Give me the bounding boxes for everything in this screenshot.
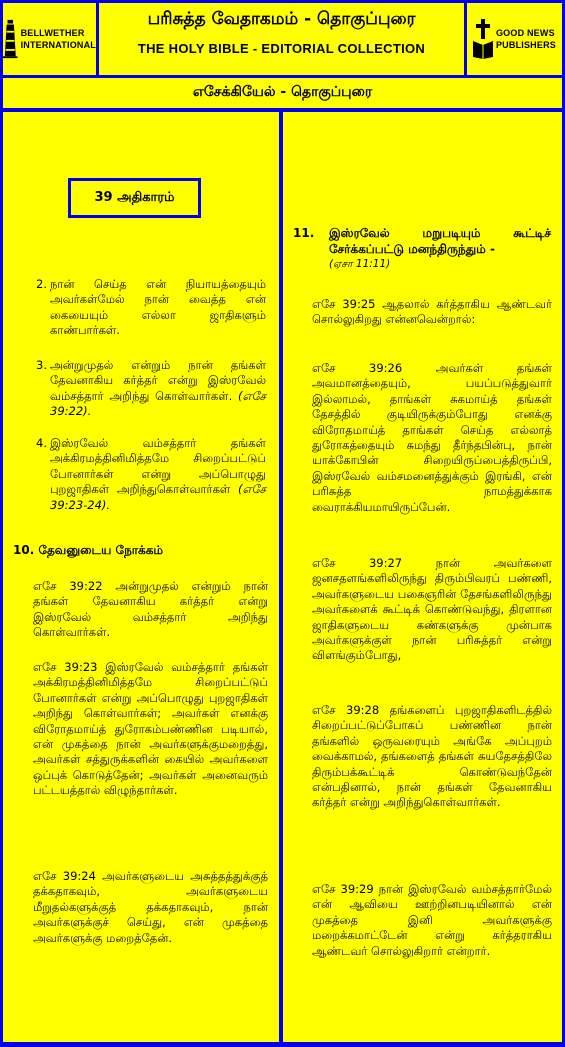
right-logo <box>467 3 562 75</box>
verse-paragraph <box>33 869 268 946</box>
list-item-body: அன்றுமுதல் என்றும் நான் தங்கள் தேவனாகிய கர்த்தர் என்று இஸ்ரவேல் வம்சத்தார் அறிந்து கொள்வார்கள். <box>50 358 266 403</box>
section-heading: இஸ்ரவேல் மறுபடியும் கூட்டிச் சேர்க்கப்பட்டு மனந்திருந்தும் - <box>329 226 551 256</box>
left-logo-line1: BELLWETHER <box>20 28 85 38</box>
list-item-ref: (எசே 39:22). <box>50 388 266 419</box>
verse-ref: எசே 39:28 <box>312 703 380 717</box>
chapter-label: 39 அதிகாரம் <box>94 190 175 205</box>
right-logo-line1: GOOD NEWS <box>495 28 555 38</box>
list-item-body: இஸ்ரவேல் வம்சத்தார் தங்கள் அக்கிரமத்தினிமித்தமே சிறைப்பட்டுப் போனார்கள் என்று அப்பொழுது புறஜாதிகள் அறிந்துகொள்வார்கள் <box>50 436 266 497</box>
cross-book-icon <box>473 19 493 59</box>
verse-paragraph <box>312 556 552 664</box>
title-tamil: பரிசுத்த வேதாகமம் - தொகுப்புரை <box>147 9 416 29</box>
title-box <box>99 3 464 75</box>
verse-text: ஆதலால் கர்த்தாகிய ஆண்டவர் சொல்லுகிறது என்னவென்றால்: <box>312 297 552 327</box>
list-item-text <box>50 436 266 513</box>
list-item <box>36 358 266 420</box>
right-logo-text <box>496 27 556 51</box>
verse-text: அவர்கள் தங்கள் அவமானத்தையும், பயப்படுத்துவார் இல்லாமல், தாங்கள் சுகமாய்த் தங்கள் தேசத்தில் குடியிருக்கும்போது எனக்கு விரோதமாய்த் தாங்கள் செய்த எல்லாத் துரோகத்தையும் சுமந்து தீர்ந்தபின்பு, நான் யாக்கோபின் சிறையிருப்பைத்திருப்பி, இஸ்ரவேல் வம்சமனைத்துக்கும் இரங்கி, என் பரிசுத்த நாமத்துக்காக வைராக்கியமாயிருப்பேன். <box>312 361 553 514</box>
list-item <box>36 277 266 339</box>
lighthouse-icon <box>3 18 18 60</box>
list-item-text: நான் செய்த என் நியாயத்தையும் அவர்கள்மேல் நான் வைத்த என் கையையும் எல்லா ஜாதிகளும் காண்பார்கள். <box>50 277 266 338</box>
verse-paragraph <box>33 579 268 641</box>
subtitle-bar <box>3 78 562 108</box>
list-item-number: 3. <box>36 358 47 372</box>
list-item <box>36 436 266 513</box>
verse-text: நான் அவர்களை ஜனசதளங்களிலிருந்து திரும்பிவரப் பண்ணி, அவர்களுடைய பகைஞரின் தேசங்களிலிருந்து அவர்களைக் கூட்டிக் கொண்டுவந்து, திரளான ஜாதிகளுடைய கண்களுக்கு முன்பாக அவர்களுக்குள் நான் பரிசுத்தர் என்று விளங்கும்போது, <box>312 556 552 663</box>
section-heading: 10. தேவனுடைய நோக்கம் <box>13 543 164 557</box>
right-logo-line2: PUBLISHERS <box>495 40 556 50</box>
list-item-number: 4. <box>36 436 47 450</box>
verse-text: அன்றுமுதல் என்றும் நான் தங்கள் தேவனாகிய கர்த்தர் என்று இஸ்ரவேல் வம்சத்தார் அறிந்து கொள்வார்கள். <box>33 579 268 640</box>
section-ref: (ஏசா 11:11) <box>329 258 391 270</box>
section-heading-body <box>329 225 551 272</box>
verse-paragraph <box>312 703 552 811</box>
section-number: 11. <box>293 226 315 240</box>
subtitle: எசேக்கியேல் - தொகுப்புரை <box>192 84 373 100</box>
verse-paragraph <box>33 660 268 799</box>
verse-ref: எசே 39:25 <box>312 297 376 311</box>
verse-ref: எசே 39:24 <box>33 869 96 883</box>
verse-text: தங்களைப் புறஜாதிகளிடத்தில் சிறைப்பட்டுப்போகப் பண்ணின நான் தங்களில் ஒருவரையும் அங்கே அப்புறம் வைக்காமல், தங்களைத் தங்கள் சுயதேசத்திலே திரும்பக்கூட்டிக் கொண்டுவந்தேன் என்பதினால், நான் தங்கள் தேவனாகிய கர்த்தர் என்று அறிந்துகொள்வார்கள். <box>312 703 553 810</box>
title-english: THE HOLY BIBLE - EDITORIAL COLLECTION <box>137 41 426 56</box>
verse-paragraph <box>312 297 552 328</box>
verse-text: இஸ்ரவேல் வம்சத்தார் தங்கள் அக்கிரமத்தினிமித்தமே சிறைப்பட்டுப் போனார்கள் என்று அப்பொழுது புறஜாதிகள் அறிந்து கொள்வார்கள்; அவர்கள் எனக்கு விரோதமாய்த் துரோகம்பண்ணின படியால், என் முகத்தை நான் அவர்களுக்குமறைத்து, அவர்கள் சத்துருக்களின் கையில் அவர்களை ஒப்புக் கொடுத்தேன்; அவர்கள் அனைவரும் பட்டயத்தால் விழுந்தார்கள். <box>33 660 268 798</box>
left-logo <box>3 3 96 75</box>
verse-paragraph <box>312 882 552 959</box>
verse-ref: எசே 39:22 <box>33 579 103 593</box>
verse-ref: எசே 39:27 <box>312 556 403 570</box>
left-logo-line2: INTERNATIONAL <box>20 40 96 50</box>
list-item-text <box>50 358 266 420</box>
list-item-ref: (எசே 39:23-24). <box>50 482 266 512</box>
verse-ref: எசே 39:29 <box>312 882 374 896</box>
section-heading-block <box>293 225 551 272</box>
list-item-number: 2. <box>36 277 47 291</box>
left-logo-text <box>21 27 96 51</box>
verse-paragraph <box>312 361 552 515</box>
verse-text: நான் இஸ்ரவேல் வம்சத்தார்மேல் என் ஆவியை ஊற்றினபடியினால் என் முகத்தை இனி அவர்களுக்கு மறைக்கமாட்டேன் என்று கர்த்தராகிய ஆண்டவர் சொல்லுகிறார் என்றார். <box>312 882 553 958</box>
verse-ref: எசே 39:26 <box>312 361 403 375</box>
chapter-label-box <box>68 178 201 218</box>
verse-text: அவர்களுடைய அசுத்தத்துக்குத் தக்கதாகவும், அவர்களுடைய மீறுதல்களுக்குத் தக்கதாகவும், நான் அவர்களுக்குச் செய்து, என் முகத்தை அவர்களுக்கு மறைத்தேன். <box>33 869 268 945</box>
verse-ref: எசே 39:23 <box>33 660 98 674</box>
